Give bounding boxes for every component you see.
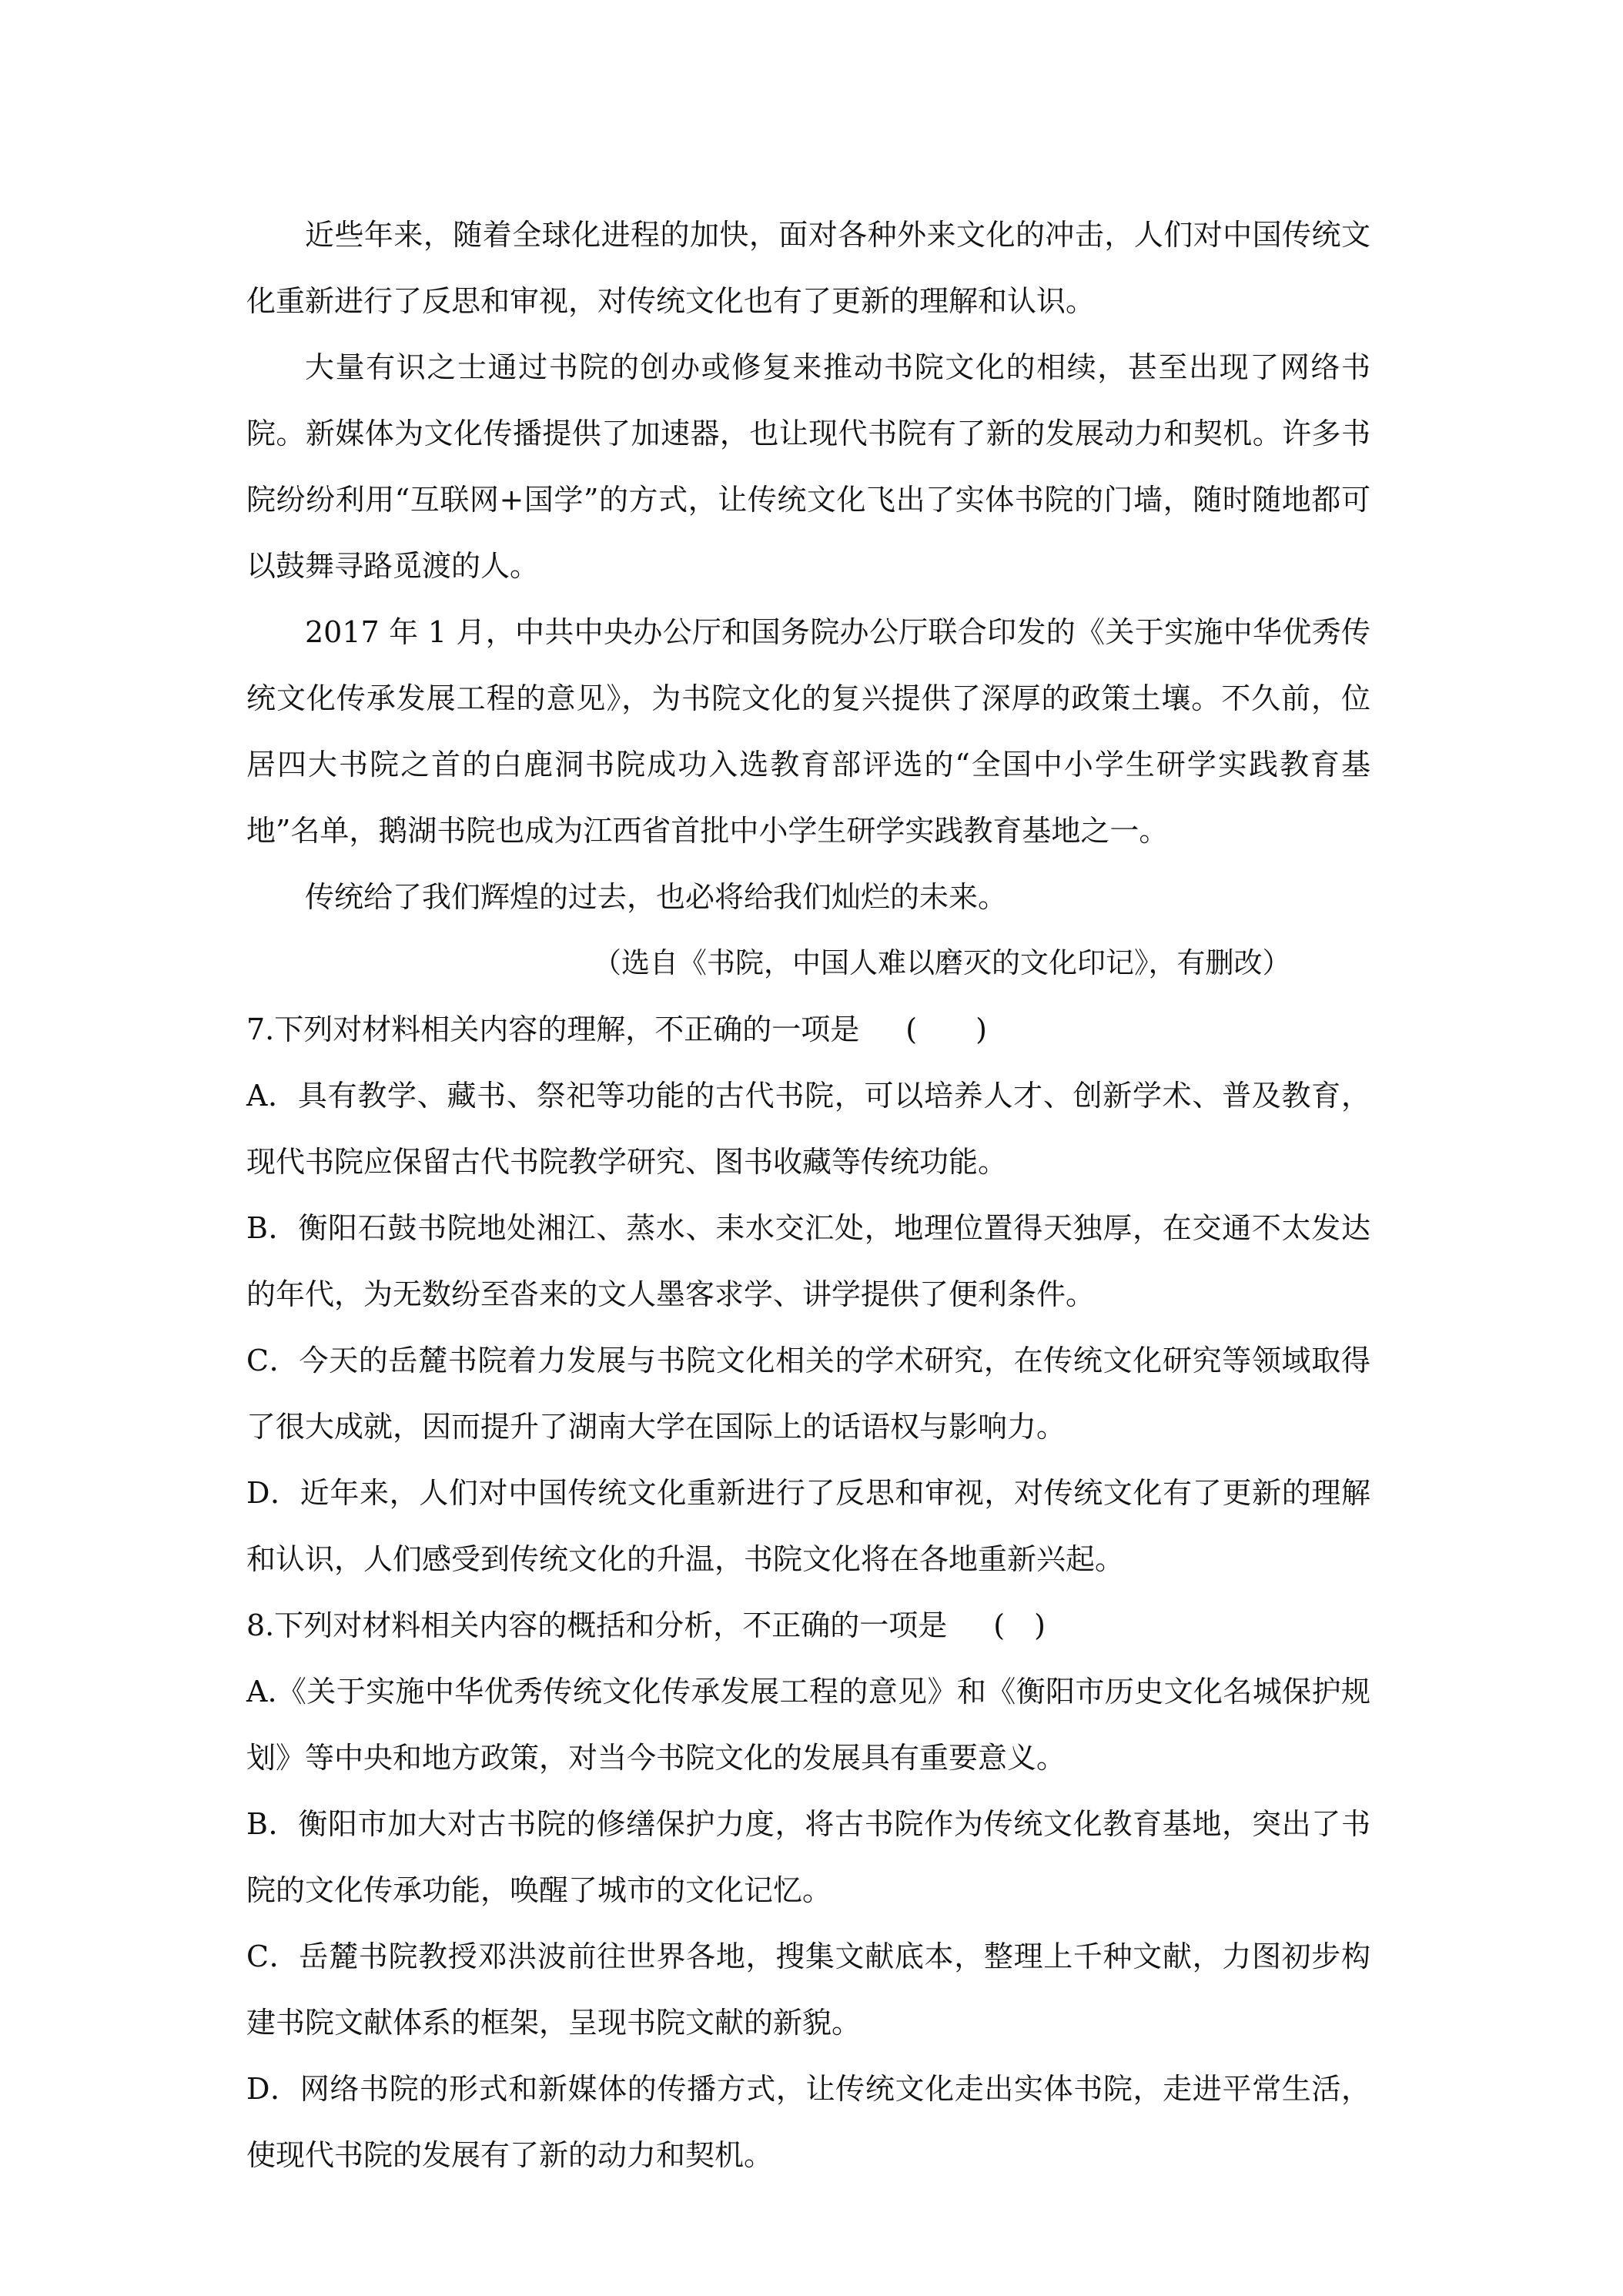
option-a: A．具有教学、藏书、祭祀等功能的古代书院，可以培养人才、创新学术、普及教育，现代书院应保留古代书院教学研究、图书收藏等传统功能。	[246, 1079, 1370, 1179]
answer-blank: ( )	[993, 1608, 1046, 1642]
option-d: D．网络书院的形式和新媒体的传播方式，让传统文化走出实体书院，走进平常生活，使现代书院的发展有了新的动力和契机。	[246, 2072, 1370, 2172]
option-c: C．今天的岳麓书院着力发展与书院文化相关的学术研究，在传统文化研究等领域取得了很大成就，因而提升了湖南大学在国际上的话语权与影响力。	[246, 1344, 1370, 1444]
question-stem	[246, 996, 1370, 1063]
option-b: B．衡阳石鼓书院地处湘江、蒸水、耒水交汇处，地理位置得天独厚，在交通不太发达的年代，为无数纷至沓来的文人墨客求学、讲学提供了便利条件。	[246, 1211, 1370, 1311]
option-b: B．衡阳市加大对古书院的修缮保护力度，将古书院作为传统文化教育基地，突出了书院的文化传承功能，唤醒了城市的文化记忆。	[246, 1807, 1370, 1907]
passage-paragraph: 2017 年 1 月，中共中央办公厅和国务院办公厅联合印发的《关于实施中华优秀传统文化传承发展工程的意见》，为书院文化的复兴提供了深厚的政策土壤。不久前，位居四大书院之首的白鹿洞书院成功入选教育部评选的“全国中小学生研学实践教育基地”名单，鹅湖书院也成为江西省首批中小学生研学实践教育基地之一。	[246, 615, 1370, 848]
passage-paragraph: 传统给了我们辉煌的过去，也必将给我们灿烂的未来。	[305, 880, 1008, 914]
option-a: A.《关于实施中华优秀传统文化传承发展工程的意见》和《衡阳市历史文化名城保护规划》等中央和地方政策，对当今书院文化的发展具有重要意义。	[246, 1675, 1370, 1775]
question-stem-text: 8.下列对材料相关内容的概括和分析，不正确的一项是	[246, 1608, 948, 1642]
answer-blank: ( )	[905, 1012, 987, 1046]
passage-paragraph: 近些年来，随着全球化进程的加快，面对各种外来文化的冲击，人们对中国传统文化重新进行了反思和审视，对传统文化也有了更新的理解和认识。	[246, 218, 1370, 318]
passage-source: （选自《书院，中国人难以磨灭的文化印记》，有删改）	[593, 946, 1291, 979]
document-page	[246, 202, 1370, 2188]
question-stem	[246, 1592, 1370, 1658]
question-8	[246, 1592, 1370, 2188]
option-c: C．岳麓书院教授邓洪波前往世界各地，搜集文献底本，整理上千种文献，力图初步构建书院文献体系的框架，呈现书院文献的新貌。	[246, 1940, 1370, 2040]
passage-paragraph: 大量有识之士通过书院的创办或修复来推动书院文化的相续，甚至出现了网络书院。新媒体为文化传播提供了加速器，也让现代书院有了新的发展动力和契机。许多书院纷纷利用“互联网+国学”的方式，让传统文化飞出了实体书院的门墙，随时随地都可以鼓舞寻路觅渡的人。	[246, 350, 1370, 583]
question-7	[246, 996, 1370, 1592]
option-d: D．近年来，人们对中国传统文化重新进行了反思和审视，对传统文化有了更新的理解和认识，人们感受到传统文化的升温，书院文化将在各地重新兴起。	[246, 1476, 1370, 1576]
question-stem-text: 7.下列对材料相关内容的理解，不正确的一项是	[246, 1012, 860, 1046]
